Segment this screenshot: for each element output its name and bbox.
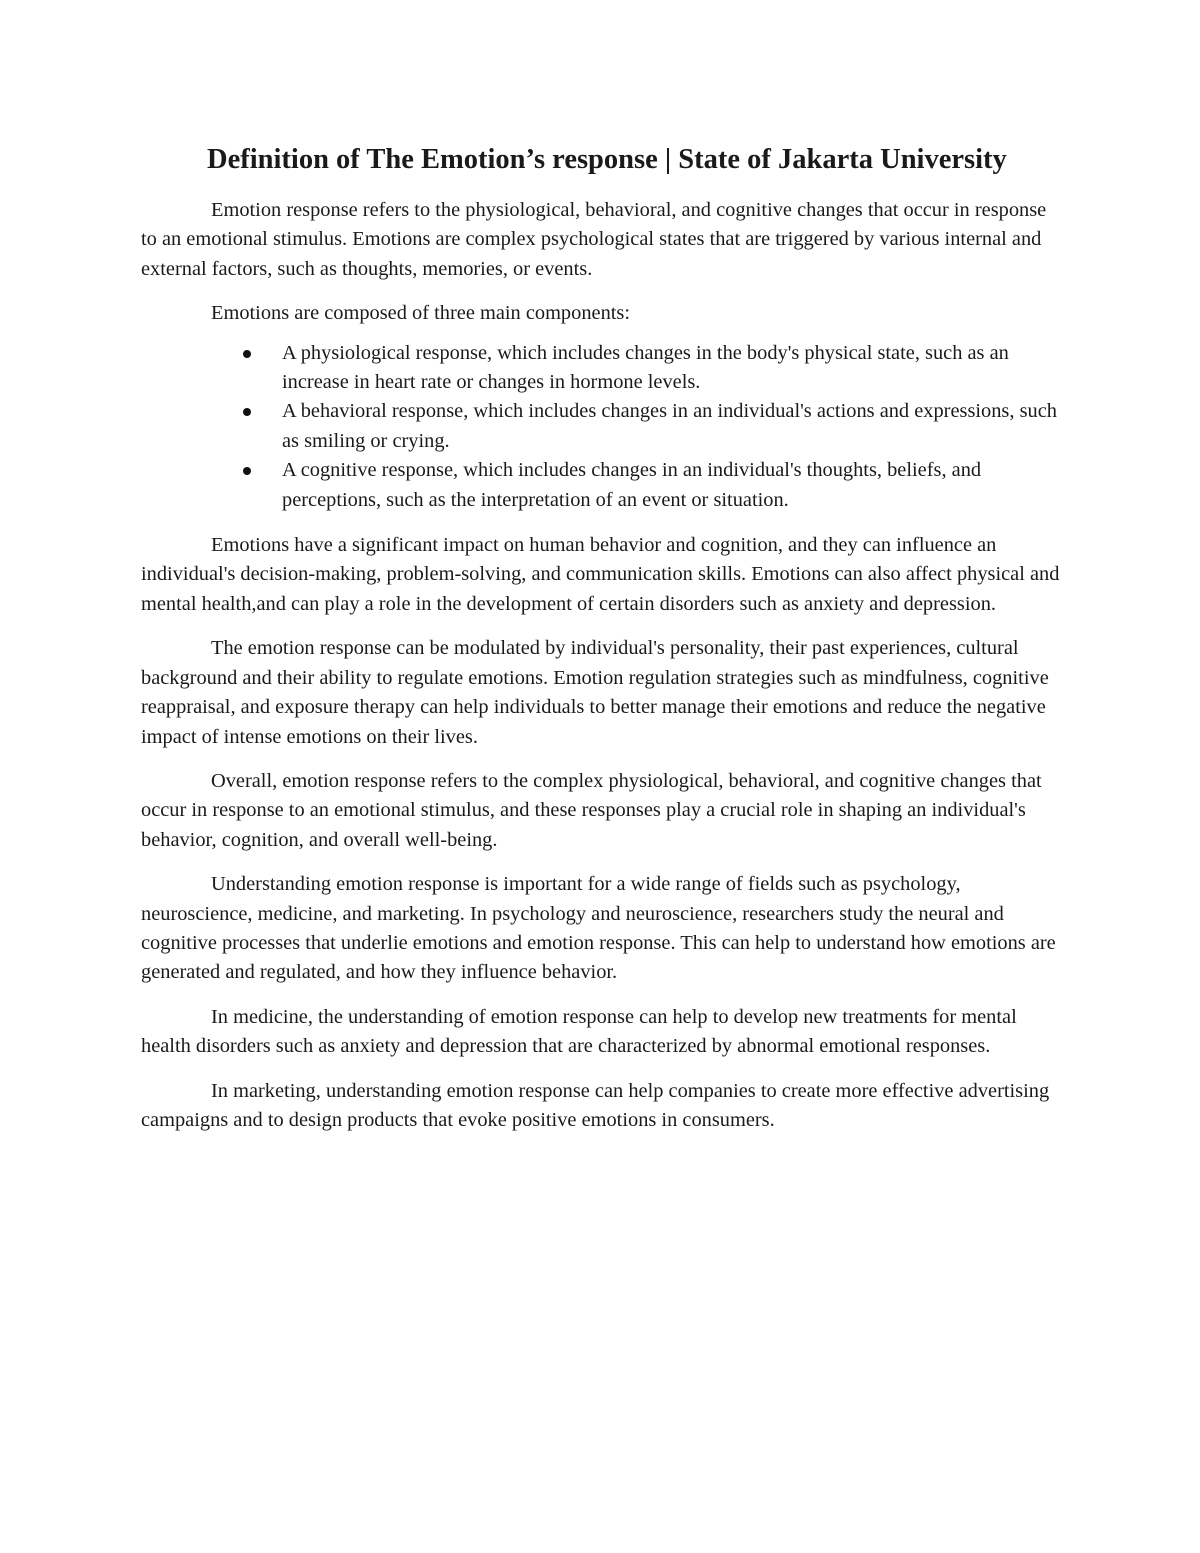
fields-paragraph: Understanding emotion response is important for a wide range of fields such as psychology, neuroscience, medicine, and marketing. In psychology and neuroscience, researchers study the neural and cognitive processes that underlie emotions and emotion response. This can help to understand how emotions are generated and regulated, and how they influence behavior. bbox=[141, 873, 1056, 984]
impact-paragraph: Emotions have a significant impact on human behavior and cognition, and they can influence an individual's decision-making, problem-solving, and communication skills. Emotions can also affect physical and mental health,and can play a role in the development of certain disorders such as anxiety and depression. bbox=[141, 534, 1060, 615]
overall-paragraph: Overall, emotion response refers to the complex physiological, behavioral, and cognitive changes that occur in response to an emotional stimulus, and these responses play a crucial role in shaping an individual's behavior, cognition, and overall well-being. bbox=[141, 769, 1042, 851]
medicine-paragraph: In medicine, the understanding of emotion response can help to develop new treatments for mental health disorders such as anxiety and depression that are characterized by abnormal emotional responses. bbox=[141, 1005, 1017, 1058]
bullet-icon bbox=[243, 350, 251, 358]
bullet-icon bbox=[243, 408, 251, 416]
list-item-text: A behavioral response, which includes changes in an individual's actions and expressions, such as smiling or crying. bbox=[282, 400, 1057, 452]
modulation-paragraph: The emotion response can be modulated by individual's personality, their past experiences, cultural background and their ability to regulate emotions. Emotion regulation strategies such as mindfulness, cognitive reappraisal, and exposure therapy can help individuals to better manage their emotions and reduce the negative impact of intense emotions on their lives. bbox=[141, 637, 1049, 748]
document-title: Definition of The Emotion’s response | State of Jakarta University bbox=[207, 144, 1007, 175]
list-item-text: A physiological response, which includes changes in the body's physical state, such as an increase in heart rate or changes in hormone levels. bbox=[282, 341, 1009, 394]
components-intro: Emotions are composed of three main components: bbox=[211, 302, 631, 325]
list-item bbox=[141, 339, 1061, 398]
marketing-paragraph: In marketing, understanding emotion response can help companies to create more effective advertising campaigns and to design products that evoke positive emotions in consumers. bbox=[141, 1079, 1050, 1131]
intro-paragraph: Emotion response refers to the physiological, behavioral, and cognitive changes that occur in response to an emotional stimulus. Emotions are complex psychological states that are triggered by various internal and external factors, such as thoughts, memories, or events. bbox=[141, 199, 1047, 280]
bullet-icon bbox=[243, 467, 251, 475]
list-item-text: A cognitive response, which includes changes in an individual's thoughts, beliefs, and perceptions, such as the interpretation of an event or situation. bbox=[282, 459, 982, 511]
document-page bbox=[141, 138, 1061, 1150]
list-item bbox=[141, 456, 1061, 515]
list-item bbox=[141, 397, 1061, 456]
components-list bbox=[141, 339, 1061, 515]
